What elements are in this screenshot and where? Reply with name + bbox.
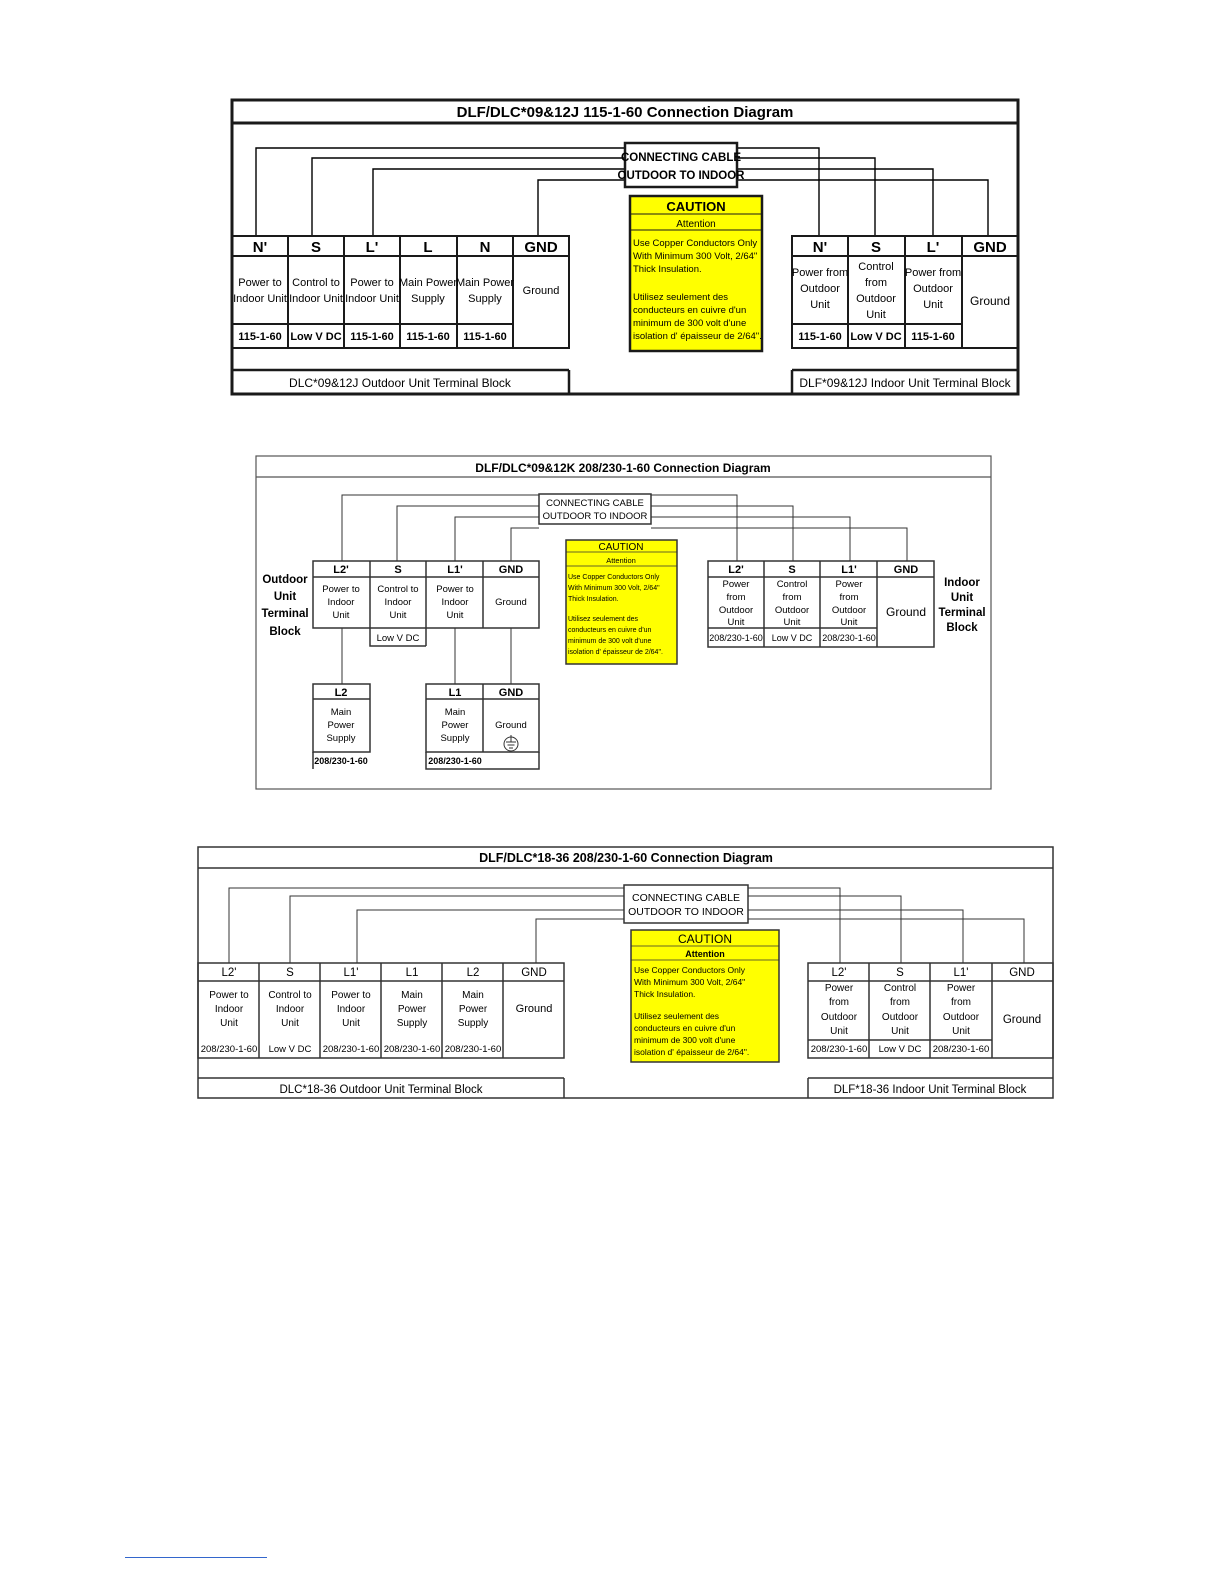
terminal-desc: Outdoor <box>913 283 953 295</box>
terminal-desc: Indoor <box>384 597 412 608</box>
terminal-desc: from <box>890 997 910 1008</box>
caution-fr-3: minimum de 300 volt d'une <box>634 1035 736 1045</box>
indoor-terminal-volts <box>709 633 876 643</box>
terminal-desc: Power to <box>331 990 371 1001</box>
indoor-terminal-volts <box>798 331 954 343</box>
terminal-desc: Outdoor <box>881 1012 919 1023</box>
terminal-desc: Unit <box>220 1018 238 1029</box>
terminal-desc: Power to <box>436 584 474 595</box>
terminal-desc: Power <box>835 579 863 590</box>
caution-box <box>631 930 779 1062</box>
terminal-desc: Unit <box>866 309 886 321</box>
side-label: Terminal <box>938 607 986 619</box>
terminal-volts: Low V DC <box>878 1044 922 1055</box>
side-label: Outdoor <box>262 574 308 586</box>
terminal-desc: Indoor Unit <box>233 293 287 305</box>
caution-fr-2: conducteurs en cuivre d'un <box>634 1023 736 1033</box>
caution-en-2: With Minimum 300 Volt, 2/64" <box>634 977 746 987</box>
side-label: Unit <box>950 592 974 604</box>
terminal-desc: from <box>865 277 887 289</box>
terminal-desc: Ground <box>495 597 527 608</box>
terminal-desc: Control <box>883 983 917 994</box>
terminal-desc: Power <box>441 720 469 731</box>
terminal-header: L <box>423 239 433 256</box>
indoor-terminal-volts <box>811 1044 990 1055</box>
terminal-desc: Unit <box>389 610 407 621</box>
terminal-volts: 208/230-1-60 <box>428 756 482 766</box>
terminal-desc: Power <box>824 983 854 994</box>
terminal-desc: Control to <box>377 584 419 595</box>
terminal-volts: Low V DC <box>268 1044 312 1055</box>
terminal-desc: Power to <box>322 584 360 595</box>
caution-en-3: Thick Insulation. <box>633 264 702 275</box>
side-label: Terminal <box>261 608 309 620</box>
cable-label-line2: OUTDOOR TO INDOOR <box>628 906 744 918</box>
terminal-header: S <box>286 967 294 979</box>
terminal-desc: Supply <box>457 1018 489 1029</box>
caution-fr-2: conducteurs en cuivre d'un <box>568 627 652 634</box>
terminal-desc: Unit <box>281 1018 299 1029</box>
terminal-desc: Unit <box>342 1018 360 1029</box>
terminal-header: L2' <box>221 967 237 979</box>
terminal-desc: Indoor <box>336 1004 366 1015</box>
terminal-desc: Outdoor <box>831 605 867 616</box>
terminal-desc: Outdoor <box>800 283 840 295</box>
diagram-title: DLF/DLC*18-36 208/230-1-60 Connection Diagram <box>479 851 773 865</box>
terminal-desc: Unit <box>332 610 350 621</box>
terminal-header: L2 <box>334 687 348 699</box>
diagram-1-svg <box>230 98 1022 398</box>
indoor-block-footer: DLF*09&12J Indoor Unit Terminal Block <box>799 376 1011 390</box>
terminal-volts: 208/230-1-60 <box>314 756 368 766</box>
terminal-desc: Power <box>397 1004 427 1015</box>
side-label: Block <box>269 626 301 638</box>
terminal-volts: Low V DC <box>771 633 813 643</box>
cable-label-line1: CONNECTING CABLE <box>632 892 740 904</box>
terminal-header: S <box>788 564 796 576</box>
terminal-desc: Power to <box>238 277 282 289</box>
terminal-desc: Main <box>401 990 423 1001</box>
terminal-header: S <box>896 967 904 979</box>
terminal-header: GND <box>1009 967 1035 979</box>
terminal-desc: Unit <box>783 617 801 628</box>
terminal-desc: Supply <box>440 733 470 744</box>
terminal-header: GND <box>521 967 547 979</box>
terminal-header: L' <box>926 239 940 256</box>
terminal-volts: 115-1-60 <box>406 331 450 343</box>
terminal-desc: Power <box>458 1004 488 1015</box>
terminal-desc: Unit <box>727 617 745 628</box>
terminal-header: GND <box>498 687 524 699</box>
caution-fr-2: conducteurs en cuivre d'un <box>633 305 747 316</box>
terminal-desc: Main <box>444 707 466 718</box>
caution-fr-1: Utilisez seulement des <box>634 1011 720 1021</box>
caution-fr-3: minimum de 300 volt d'une <box>568 638 652 645</box>
terminal-header: N' <box>812 239 828 256</box>
terminal-header: GND <box>893 564 919 576</box>
terminal-desc: Control to <box>292 277 340 289</box>
terminal-desc: Ground <box>495 720 527 731</box>
terminal-desc: Main <box>330 707 352 718</box>
terminal-desc: Ground <box>522 285 560 297</box>
terminal-desc: Indoor Unit <box>289 293 343 305</box>
terminal-desc: Indoor <box>275 1004 305 1015</box>
caution-en-2: With Minimum 300 Volt, 2/64" <box>633 251 758 262</box>
terminal-desc: Power from <box>904 267 962 279</box>
terminal-desc: Unit <box>840 617 858 628</box>
terminal-volts: 208/230-1-60 <box>822 633 876 643</box>
terminal-volts: Low V DC <box>850 331 902 343</box>
terminal-header: S <box>394 564 402 576</box>
terminal-volts: 208/230-1-60 <box>383 1044 441 1055</box>
terminal-desc: Supply <box>411 293 445 305</box>
caution-fr-3: minimum de 300 volt d'une <box>633 318 747 329</box>
terminal-desc: Indoor <box>214 1004 244 1015</box>
caution-en-1: Use Copper Conductors Only <box>633 238 758 249</box>
terminal-volts: 115-1-60 <box>238 331 282 343</box>
terminal-header: GND <box>524 239 558 256</box>
terminal-desc: from <box>951 997 971 1008</box>
terminal-desc: Outdoor <box>942 1012 980 1023</box>
terminal-desc: Power to <box>209 990 249 1001</box>
terminal-desc: Unit <box>830 1026 848 1037</box>
terminal-header: L1 <box>448 687 462 699</box>
terminal-desc: Indoor Unit <box>345 293 399 305</box>
terminal-volts: 208/230-1-60 <box>932 1044 990 1055</box>
terminal-volts: Low V DC <box>290 331 342 343</box>
terminal-desc: Supply <box>326 733 356 744</box>
terminal-header: L1' <box>447 564 463 576</box>
terminal-header: L2' <box>831 967 847 979</box>
terminal-header: L1' <box>343 967 359 979</box>
terminal-desc: Unit <box>446 610 464 621</box>
terminal-volts: 208/230-1-60 <box>444 1044 502 1055</box>
terminal-header: S <box>870 239 882 256</box>
caution-heading: CAUTION <box>678 932 732 946</box>
side-label: Block <box>946 622 978 634</box>
terminal-header: N' <box>252 239 268 256</box>
terminal-desc: Control to <box>268 990 312 1001</box>
terminal-desc: Ground <box>1002 1014 1042 1026</box>
terminal-desc: Main <box>462 990 484 1001</box>
terminal-header: L1' <box>841 564 857 576</box>
terminal-desc: from <box>829 997 849 1008</box>
terminal-header: GND <box>498 564 524 576</box>
diagram-208v-18-36 <box>196 845 1056 1101</box>
terminal-desc: Indoor <box>441 597 469 608</box>
caution-en-1: Use Copper Conductors Only <box>568 574 660 581</box>
cable-label-line1: CONNECTING CABLE <box>546 498 644 509</box>
terminal-header: S <box>310 239 322 256</box>
terminal-desc: Supply <box>468 293 502 305</box>
terminal-desc: Control <box>858 261 894 273</box>
diagram-115v-09-12j <box>230 98 1022 398</box>
terminal-volts: 208/230-1-60 <box>810 1044 868 1055</box>
terminal-desc: Ground <box>515 1003 553 1015</box>
caution-en-1: Use Copper Conductors Only <box>634 965 746 975</box>
terminal-desc: Power <box>946 983 976 994</box>
terminal-desc: Main Power <box>455 277 515 289</box>
terminal-volts: 115-1-60 <box>463 331 507 343</box>
outdoor-terminal-volts <box>201 1044 502 1055</box>
caution-sub: Attention <box>685 949 725 959</box>
terminal-header: L2' <box>728 564 744 576</box>
caution-heading: CAUTION <box>598 542 644 553</box>
outdoor-block-footer: DLC*18-36 Outdoor Unit Terminal Block <box>279 1084 483 1096</box>
terminal-desc: Power from <box>791 267 849 279</box>
terminal-desc: Control <box>776 579 808 590</box>
cable-label-line2: OUTDOOR TO INDOOR <box>542 511 648 522</box>
terminal-volts: 208/230-1-60 <box>200 1044 258 1055</box>
terminal-desc: from <box>839 592 859 603</box>
caution-fr-4: isolation d' épaisseur de 2/64". <box>568 649 663 656</box>
footnote-divider <box>125 1557 267 1558</box>
caution-fr-4: isolation d' épaisseur de 2/64". <box>634 1047 750 1057</box>
terminal-desc: Main Power <box>398 277 458 289</box>
terminal-volts: 115-1-60 <box>798 331 842 343</box>
terminal-header: L2 <box>466 967 480 979</box>
cable-label-line2: OUTDOOR TO INDOOR <box>617 170 745 182</box>
indoor-block-footer: DLF*18-36 Indoor Unit Terminal Block <box>833 1084 1027 1096</box>
terminal-volts: 115-1-60 <box>911 331 955 343</box>
terminal-header: L1 <box>405 967 419 979</box>
terminal-header: GND <box>973 239 1007 256</box>
caution-fr-1: Utilisez seulement des <box>633 292 729 303</box>
terminal-volts: 208/230-1-60 <box>322 1044 380 1055</box>
caution-en-3: Thick Insulation. <box>634 989 696 999</box>
terminal-desc: Unit <box>952 1026 970 1037</box>
terminal-desc: Outdoor <box>718 605 754 616</box>
terminal-header: L' <box>365 239 379 256</box>
side-label: Indoor <box>944 577 980 589</box>
caution-sub: Attention <box>676 219 716 230</box>
terminal-volts: 115-1-60 <box>350 331 394 343</box>
diagram-208v-09-12k <box>255 453 993 791</box>
terminal-desc: from <box>782 592 802 603</box>
terminal-desc: Power to <box>350 277 394 289</box>
caution-fr-1: Utilisez seulement des <box>568 616 639 623</box>
terminal-desc: Indoor <box>327 597 355 608</box>
caution-box <box>630 196 762 351</box>
caution-sub: Attention <box>606 556 636 565</box>
terminal-desc: Supply <box>396 1018 428 1029</box>
caution-box <box>566 540 677 664</box>
caution-fr-4: isolation d' épaisseur de 2/64". <box>633 331 762 342</box>
terminal-header: N <box>479 239 491 256</box>
terminal-desc: Ground <box>885 605 927 619</box>
caution-en-2: With Minimum 300 Volt, 2/64" <box>568 585 660 592</box>
side-label: Unit <box>273 591 297 603</box>
diagram-title: DLF/DLC*09&12K 208/230-1-60 Connection Diagram <box>475 461 771 475</box>
diagram-2-svg <box>255 453 993 791</box>
terminal-desc: Power <box>722 579 750 590</box>
terminal-desc: Unit <box>923 299 943 311</box>
terminal-desc: Unit <box>891 1026 909 1037</box>
outdoor-block-footer: DLC*09&12J Outdoor Unit Terminal Block <box>289 376 511 390</box>
terminal-desc: Outdoor <box>820 1012 858 1023</box>
terminal-desc: from <box>726 592 746 603</box>
terminal-volts: Low V DC <box>376 633 420 644</box>
caution-en-3: Thick Insulation. <box>568 596 619 603</box>
cable-label-line1: CONNECTING CABLE <box>620 152 742 164</box>
terminal-header: L2' <box>333 564 349 576</box>
terminal-desc: Power <box>327 720 355 731</box>
outdoor-terminal-volts <box>238 331 506 343</box>
terminal-desc: Unit <box>810 299 830 311</box>
terminal-desc: Ground <box>969 294 1011 308</box>
terminal-desc: Outdoor <box>856 293 896 305</box>
terminal-header: L1' <box>953 967 969 979</box>
caution-heading: CAUTION <box>666 199 726 214</box>
terminal-desc: Outdoor <box>774 605 810 616</box>
diagram-title: DLF/DLC*09&12J 115-1-60 Connection Diagram <box>456 104 794 121</box>
terminal-volts: 208/230-1-60 <box>709 633 763 643</box>
diagram-3-svg <box>196 845 1056 1101</box>
